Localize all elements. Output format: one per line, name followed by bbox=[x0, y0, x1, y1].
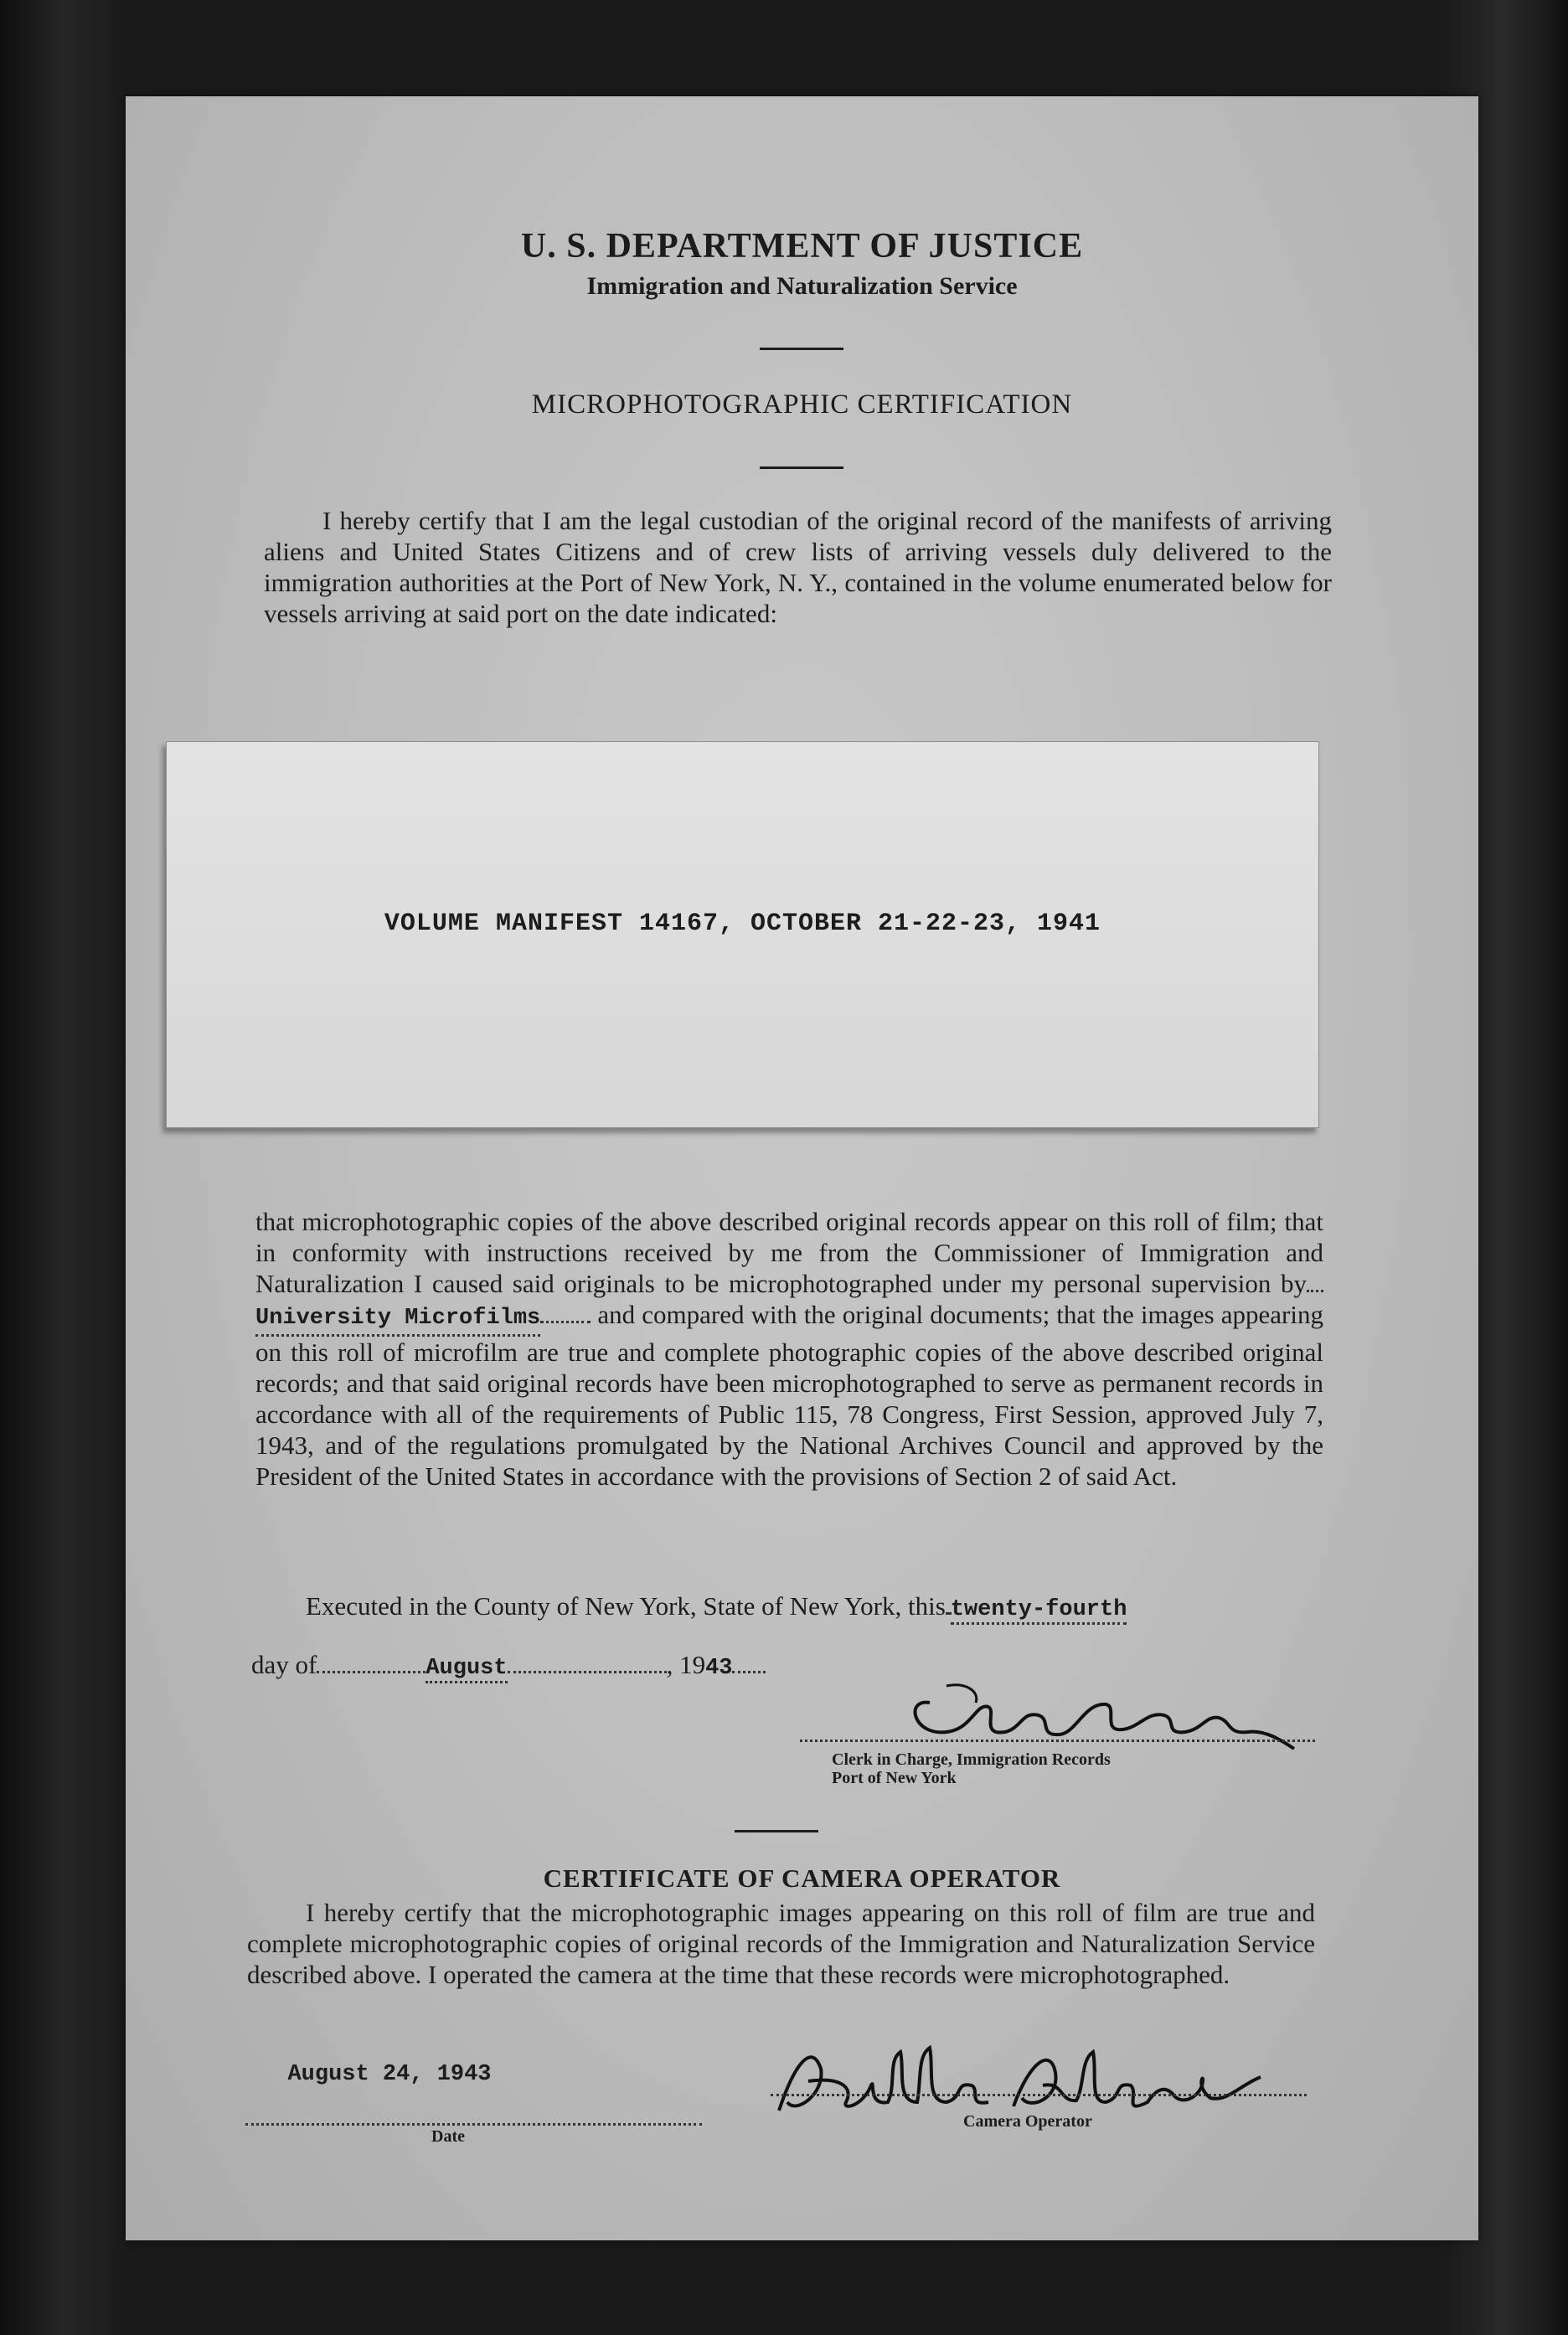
date-signature-line bbox=[245, 2090, 702, 2126]
divider-top bbox=[760, 348, 843, 350]
execution-year-prefix: , 19 bbox=[666, 1650, 706, 1679]
clerk-title-line2: Port of New York bbox=[832, 1769, 957, 1787]
camera-date-value: August 24, 1943 bbox=[287, 2062, 492, 2087]
camera-operator-label: Camera Operator bbox=[963, 2112, 1092, 2131]
body-paragraph bbox=[255, 1206, 1323, 1492]
clerk-title bbox=[832, 1750, 1111, 1787]
execution-day: twenty-fourth bbox=[951, 1597, 1127, 1625]
body-part2: and compared with the original documents; that the images appearing on this roll of microfilm are true and complete photographic copies of the above described original records; and that said original records have been microphotographed to serve as permanent records in accordance with all of the requirements of Public 115, 78 Congress, First Session, approved July 7, 1943, and of the regulations promulgated by the National Archives Council and approved by the President of the United States in accordance with the provisions of Section 2 of said Act. bbox=[255, 1300, 1323, 1491]
divider-mid bbox=[760, 466, 843, 469]
execution-date-line bbox=[251, 1650, 766, 1683]
department-heading: U. S. DEPARTMENT OF JUSTICE bbox=[520, 227, 1084, 265]
clerk-signature-line bbox=[800, 1740, 1315, 1742]
divider-bottom bbox=[735, 1830, 818, 1832]
execution-prefix: Executed in the County of New York, State of New York, this bbox=[306, 1591, 946, 1621]
execution-line bbox=[306, 1591, 1127, 1625]
execution-year-suffix: 43 bbox=[705, 1656, 733, 1681]
camera-certificate-text: I hereby certify that the microphotographic images appearing on this roll of film are true and complete microphotographic copies of original records of the Immigration and Naturalization Service described above. I operated the camera at the time that these records were microphotographed. bbox=[247, 1898, 1315, 1989]
service-heading: Immigration and Naturalization Service bbox=[586, 272, 1018, 300]
body-part1: that microphotographic copies of the above described original records appear on this roll of film; that in conformity with instructions received by me from the Commissioner of Immigration and Naturalization I caused said originals to be microphotographed under my personal supervision by bbox=[255, 1207, 1323, 1298]
execution-month: August bbox=[426, 1656, 507, 1683]
volume-slip-text: VOLUME MANIFEST 14167, OCTOBER 21-22-23, 1941 bbox=[384, 910, 1101, 938]
intro-paragraph: I hereby certify that I am the legal custodian of the original record of the manifests of arriving aliens and United States Citizens and of crew lists of arriving vessels duly delivered to the immigration authorities at the Port of New York, N. Y., contained in the volume enumerated below for vessels arriving at said port on the date indicated: bbox=[264, 506, 1332, 628]
certification-title: MICROPHOTOGRAPHIC CERTIFICATION bbox=[531, 389, 1073, 420]
clerk-title-line1: Clerk in Charge, Immigration Records bbox=[832, 1750, 1111, 1769]
certificate-page bbox=[126, 96, 1478, 2240]
day-of-label: day of bbox=[251, 1650, 317, 1679]
camera-certificate-title: CERTIFICATE OF CAMERA OPERATOR bbox=[543, 1863, 1061, 1893]
operator-signature-line bbox=[771, 2094, 1307, 2096]
photographer-name: University Microfilms bbox=[255, 1303, 540, 1337]
volume-slip bbox=[166, 741, 1319, 1128]
date-label: Date bbox=[431, 2127, 465, 2146]
